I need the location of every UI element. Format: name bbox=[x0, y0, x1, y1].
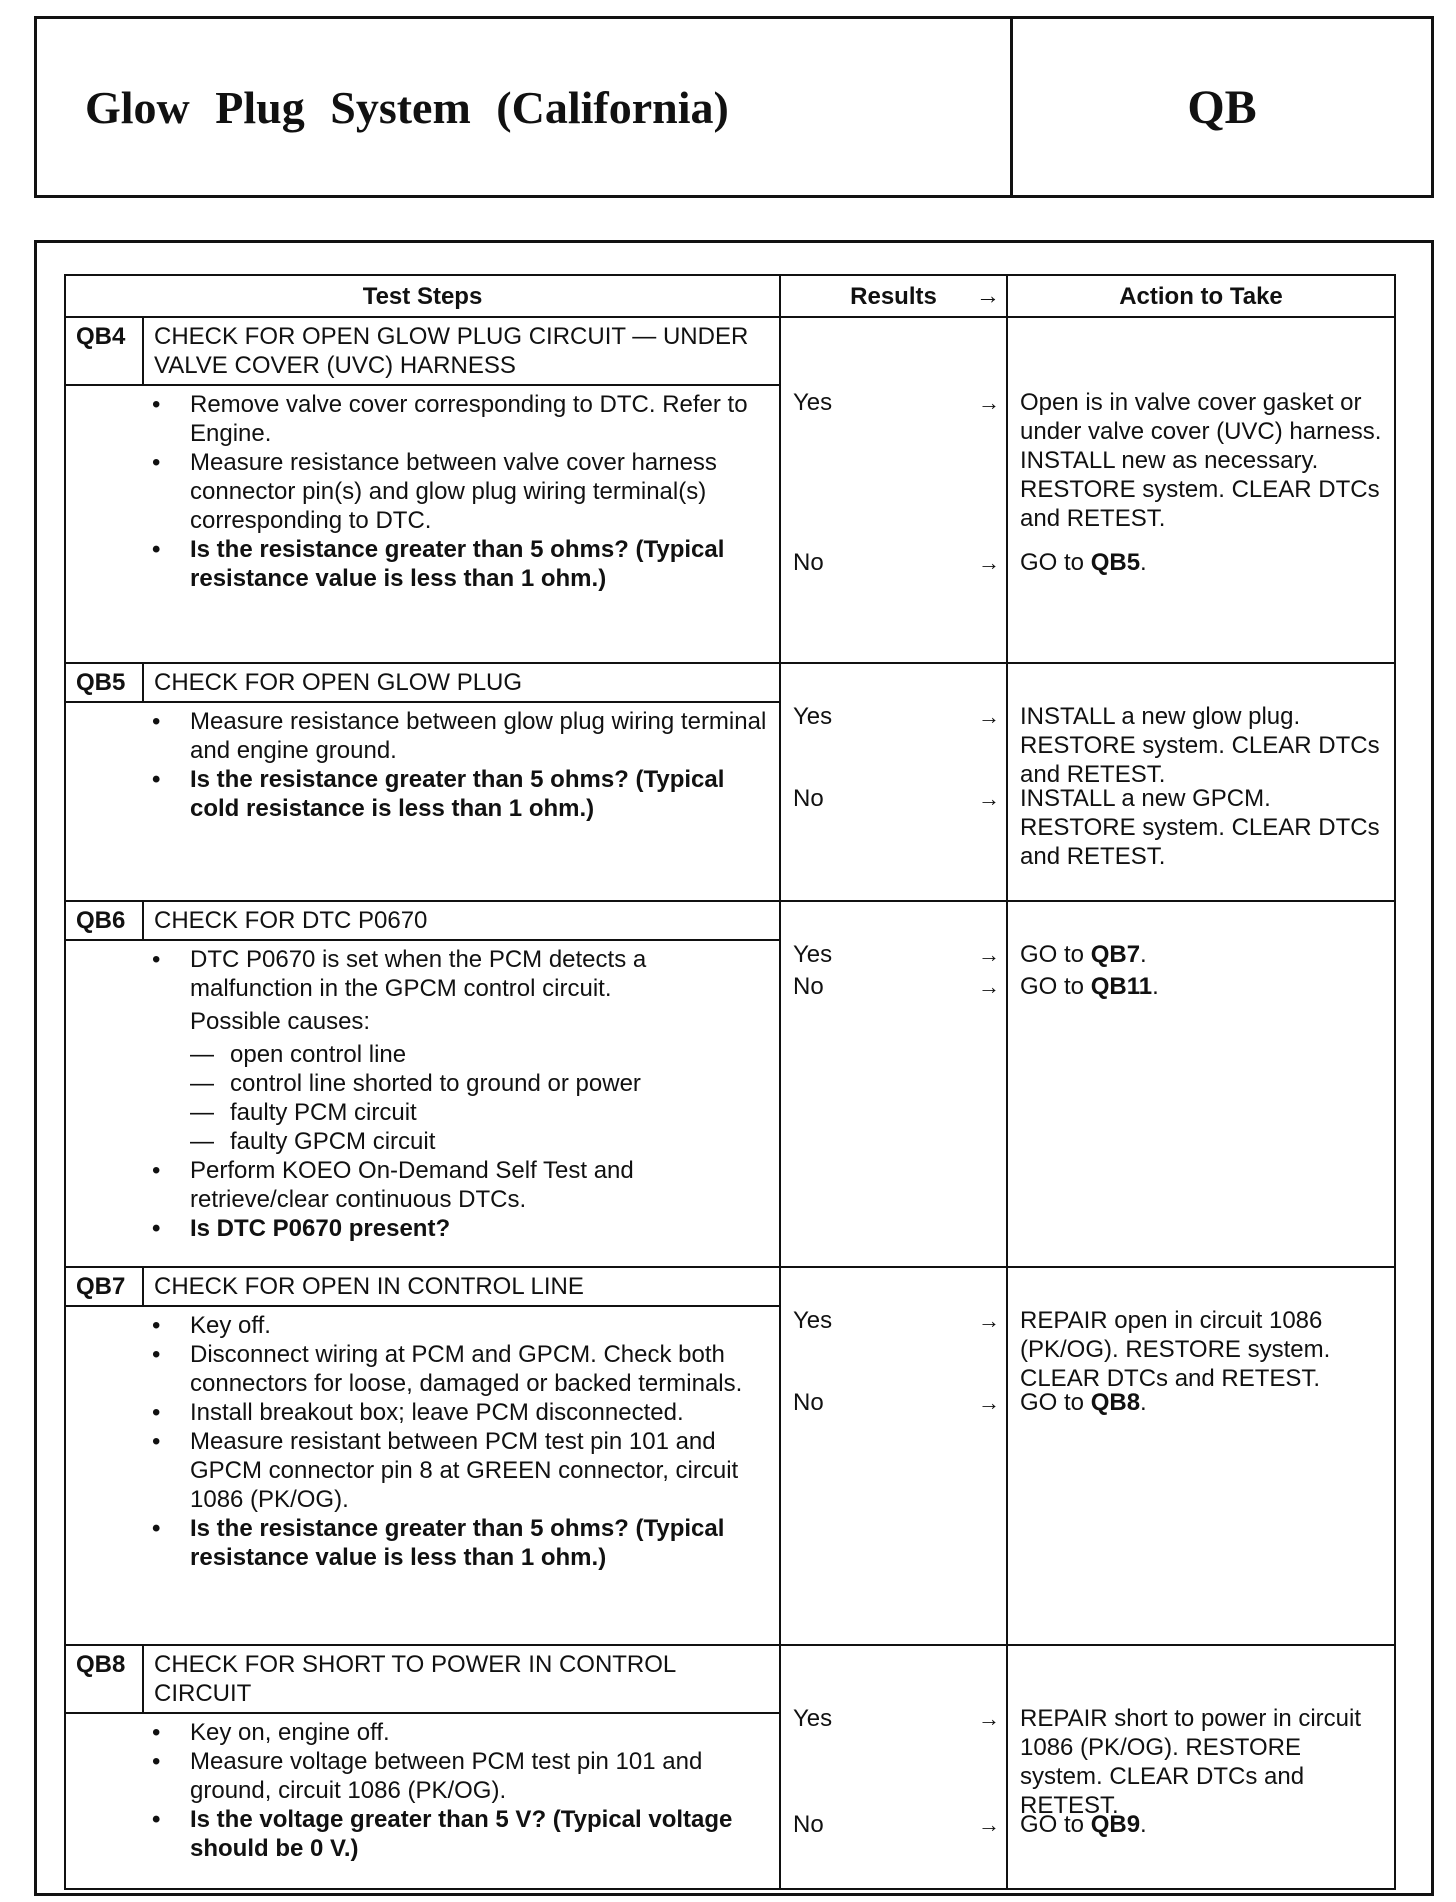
action-text bbox=[1020, 548, 1384, 577]
action-label: GO to bbox=[1020, 941, 1091, 968]
action-label: GO to bbox=[1020, 973, 1091, 1000]
step-id: QB6 bbox=[66, 902, 144, 939]
result-label: Yes bbox=[793, 389, 833, 416]
step-header bbox=[66, 318, 779, 386]
dash-mark: — bbox=[190, 1070, 214, 1097]
test-steps-table bbox=[64, 274, 1396, 1890]
step-list bbox=[144, 390, 769, 593]
step-title: CHECK FOR OPEN GLOW PLUG CIRCUIT — UNDER VALVE COVER (UVC) HARNESS bbox=[154, 323, 749, 379]
list-item: • Key on, engine off. bbox=[144, 1718, 769, 1747]
arrow-right-icon: → bbox=[978, 390, 1000, 415]
step-header bbox=[66, 1268, 779, 1307]
step-header bbox=[66, 664, 779, 703]
results-cell bbox=[780, 663, 1007, 901]
table-row bbox=[65, 663, 1395, 901]
result-label: No bbox=[793, 1389, 824, 1416]
action-text bbox=[1020, 1306, 1384, 1393]
list-item: • Is DTC P0670 present? bbox=[144, 1214, 769, 1243]
result-row bbox=[793, 972, 1000, 1001]
result-row bbox=[793, 784, 1000, 813]
step-body bbox=[66, 1307, 779, 1578]
action-label: GO to bbox=[1020, 1389, 1091, 1416]
cause-item bbox=[144, 1098, 769, 1127]
arrow-right-icon: → bbox=[978, 974, 1000, 999]
table-row bbox=[65, 317, 1395, 663]
action-label: Open is in valve cover gasket or under valve cover (UVC) harness. INSTALL new as necessary. RESTORE system. CLEAR DTCs and RETEST. bbox=[1020, 389, 1382, 532]
step-title: CHECK FOR DTC P0670 bbox=[154, 907, 428, 934]
causes-label: Possible causes: bbox=[190, 1008, 371, 1035]
list-item: • Is the resistance greater than 5 ohms? (Typical cold resistance is less than 1 ohm.) bbox=[144, 765, 769, 823]
action-label: INSTALL a new GPCM. RESTORE system. CLEAR DTCs and RETEST. bbox=[1020, 785, 1380, 870]
goto-step-link[interactable]: QB9 bbox=[1090, 1811, 1141, 1838]
result-row bbox=[793, 1704, 1000, 1733]
list-item: • Install breakout box; leave PCM disconnected. bbox=[144, 1398, 769, 1427]
step-list bbox=[144, 707, 769, 823]
list-item: • DTC P0670 is set when the PCM detects a malfunction in the GPCM control circuit. bbox=[144, 945, 769, 1003]
action-text bbox=[1020, 972, 1384, 1001]
step-cell bbox=[65, 317, 780, 663]
step-title: CHECK FOR SHORT TO POWER IN CONTROL CIRCUIT bbox=[154, 1651, 676, 1707]
step-id: QB8 bbox=[66, 1646, 144, 1712]
list-item: • Measure resistance between glow plug wiring terminal and engine ground. bbox=[144, 707, 769, 765]
dash-mark: — bbox=[190, 1099, 214, 1126]
action-text bbox=[1020, 784, 1384, 871]
list-item: • Key off. bbox=[144, 1311, 769, 1340]
section-code: QB bbox=[1187, 80, 1257, 134]
arrow-right-icon: → bbox=[978, 1812, 1000, 1837]
action-text bbox=[1020, 940, 1384, 969]
step-cell bbox=[65, 1645, 780, 1889]
arrow-right-icon: → bbox=[978, 1390, 1000, 1415]
result-row bbox=[793, 1306, 1000, 1335]
result-row bbox=[793, 388, 1000, 417]
cause-text: open control line bbox=[230, 1041, 407, 1068]
list-item: • Disconnect wiring at PCM and GPCM. Check both connectors for loose, damaged or backed terminals. bbox=[144, 1340, 769, 1398]
step-title: CHECK FOR OPEN IN CONTROL LINE bbox=[154, 1273, 584, 1300]
table-header-row bbox=[65, 275, 1395, 317]
cause-text: faulty GPCM circuit bbox=[230, 1128, 436, 1155]
step-header bbox=[66, 902, 779, 941]
period-mark: . bbox=[1152, 973, 1159, 1000]
step-body bbox=[66, 1714, 779, 1869]
results-cell bbox=[780, 317, 1007, 663]
action-label: GO to bbox=[1020, 549, 1091, 576]
step-list bbox=[144, 1311, 769, 1572]
cause-item bbox=[144, 1127, 769, 1156]
result-row bbox=[793, 1388, 1000, 1417]
page-title: Glow Plug System (California) bbox=[37, 19, 1013, 195]
cause-text: faulty PCM circuit bbox=[230, 1099, 417, 1126]
list-item: • Remove valve cover corresponding to DTC. Refer to Engine. bbox=[144, 390, 769, 448]
arrow-right-icon: → bbox=[976, 282, 1000, 310]
header-test-steps: Test Steps bbox=[65, 275, 780, 317]
goto-step-link[interactable]: QB7 bbox=[1090, 941, 1141, 968]
dash-mark: — bbox=[190, 1128, 214, 1155]
action-cell bbox=[1007, 901, 1395, 1267]
result-label: Yes bbox=[793, 1705, 833, 1732]
cause-item bbox=[144, 1069, 769, 1098]
cause-text: control line shorted to ground or power bbox=[230, 1070, 641, 1097]
list-item: • Measure voltage between PCM test pin 101 and ground, circuit 1086 (PK/OG). bbox=[144, 1747, 769, 1805]
goto-step-link[interactable]: QB8 bbox=[1090, 1389, 1141, 1416]
action-label: REPAIR short to power in circuit 1086 (PK/OG). RESTORE system. CLEAR DTCs and RETEST. bbox=[1020, 1705, 1362, 1819]
header-results-label: Results bbox=[850, 282, 937, 310]
result-label: No bbox=[793, 1811, 824, 1838]
result-row bbox=[793, 1810, 1000, 1839]
result-label: Yes bbox=[793, 1307, 833, 1334]
step-header bbox=[66, 1646, 779, 1714]
period-mark: . bbox=[1140, 1811, 1147, 1838]
results-cell bbox=[780, 1645, 1007, 1889]
step-body bbox=[66, 703, 779, 829]
action-cell bbox=[1007, 663, 1395, 901]
result-label: No bbox=[793, 973, 824, 1000]
action-text bbox=[1020, 388, 1384, 533]
step-list bbox=[144, 1718, 769, 1863]
action-cell bbox=[1007, 1267, 1395, 1645]
result-label: No bbox=[793, 785, 824, 812]
action-label: INSTALL a new glow plug. RESTORE system. CLEAR DTCs and RETEST. bbox=[1020, 703, 1380, 788]
results-cell bbox=[780, 901, 1007, 1267]
action-text bbox=[1020, 1388, 1384, 1417]
step-cell bbox=[65, 1267, 780, 1645]
result-row bbox=[793, 548, 1000, 577]
step-id: QB5 bbox=[66, 664, 144, 701]
step-cell bbox=[65, 901, 780, 1267]
step-body bbox=[66, 386, 779, 599]
dash-mark: — bbox=[190, 1041, 214, 1068]
action-cell bbox=[1007, 1645, 1395, 1889]
result-label: Yes bbox=[793, 703, 833, 730]
period-mark: . bbox=[1140, 549, 1147, 576]
arrow-right-icon: → bbox=[978, 786, 1000, 811]
list-item: • Measure resistant between PCM test pin 101 and GPCM connector pin 8 at GREEN connector, circuit 1086 (PK/OG). bbox=[144, 1427, 769, 1514]
result-row bbox=[793, 702, 1000, 731]
result-label: Yes bbox=[793, 941, 833, 968]
result-label: No bbox=[793, 549, 824, 576]
result-row bbox=[793, 940, 1000, 969]
list-item: • Measure resistance between valve cover harness connector pin(s) and glow plug wiring terminal(s) corresponding to DTC. bbox=[144, 448, 769, 535]
action-label: REPAIR open in circuit 1086 (PK/OG). RESTORE system. CLEAR DTCs and RETEST. bbox=[1020, 1307, 1331, 1392]
list-item: • Is the resistance greater than 5 ohms? (Typical resistance value is less than 1 ohm.) bbox=[144, 1514, 769, 1572]
step-id: QB4 bbox=[66, 318, 144, 384]
step-cell bbox=[65, 663, 780, 901]
action-text bbox=[1020, 702, 1384, 789]
step-body bbox=[66, 941, 779, 1249]
page-header bbox=[34, 16, 1434, 198]
arrow-right-icon: → bbox=[978, 550, 1000, 575]
step-list bbox=[144, 945, 769, 1243]
table-row bbox=[65, 1645, 1395, 1889]
cause-item bbox=[144, 1040, 769, 1069]
arrow-right-icon: → bbox=[978, 942, 1000, 967]
goto-step-link[interactable]: QB5 bbox=[1090, 549, 1141, 576]
table-row bbox=[65, 901, 1395, 1267]
arrow-right-icon: → bbox=[978, 1308, 1000, 1333]
step-id: QB7 bbox=[66, 1268, 144, 1305]
action-label: GO to bbox=[1020, 1811, 1091, 1838]
period-mark: . bbox=[1140, 1389, 1147, 1416]
results-cell bbox=[780, 1267, 1007, 1645]
header-results bbox=[780, 275, 1007, 317]
arrow-right-icon: → bbox=[978, 704, 1000, 729]
goto-step-link[interactable]: QB11 bbox=[1090, 973, 1153, 1000]
table-row bbox=[65, 1267, 1395, 1645]
action-text bbox=[1020, 1704, 1384, 1820]
list-item: • Is the voltage greater than 5 V? (Typical voltage should be 0 V.) bbox=[144, 1805, 769, 1863]
action-cell bbox=[1007, 317, 1395, 663]
arrow-right-icon: → bbox=[978, 1706, 1000, 1731]
period-mark: . bbox=[1140, 941, 1147, 968]
list-item: • Perform KOEO On-Demand Self Test and retrieve/clear continuous DTCs. bbox=[144, 1156, 769, 1214]
step-title: CHECK FOR OPEN GLOW PLUG bbox=[154, 669, 523, 696]
list-item: • Is the resistance greater than 5 ohms? (Typical resistance value is less than 1 ohm.) bbox=[144, 535, 769, 593]
action-text bbox=[1020, 1810, 1384, 1839]
header-action: Action to Take bbox=[1007, 275, 1395, 317]
